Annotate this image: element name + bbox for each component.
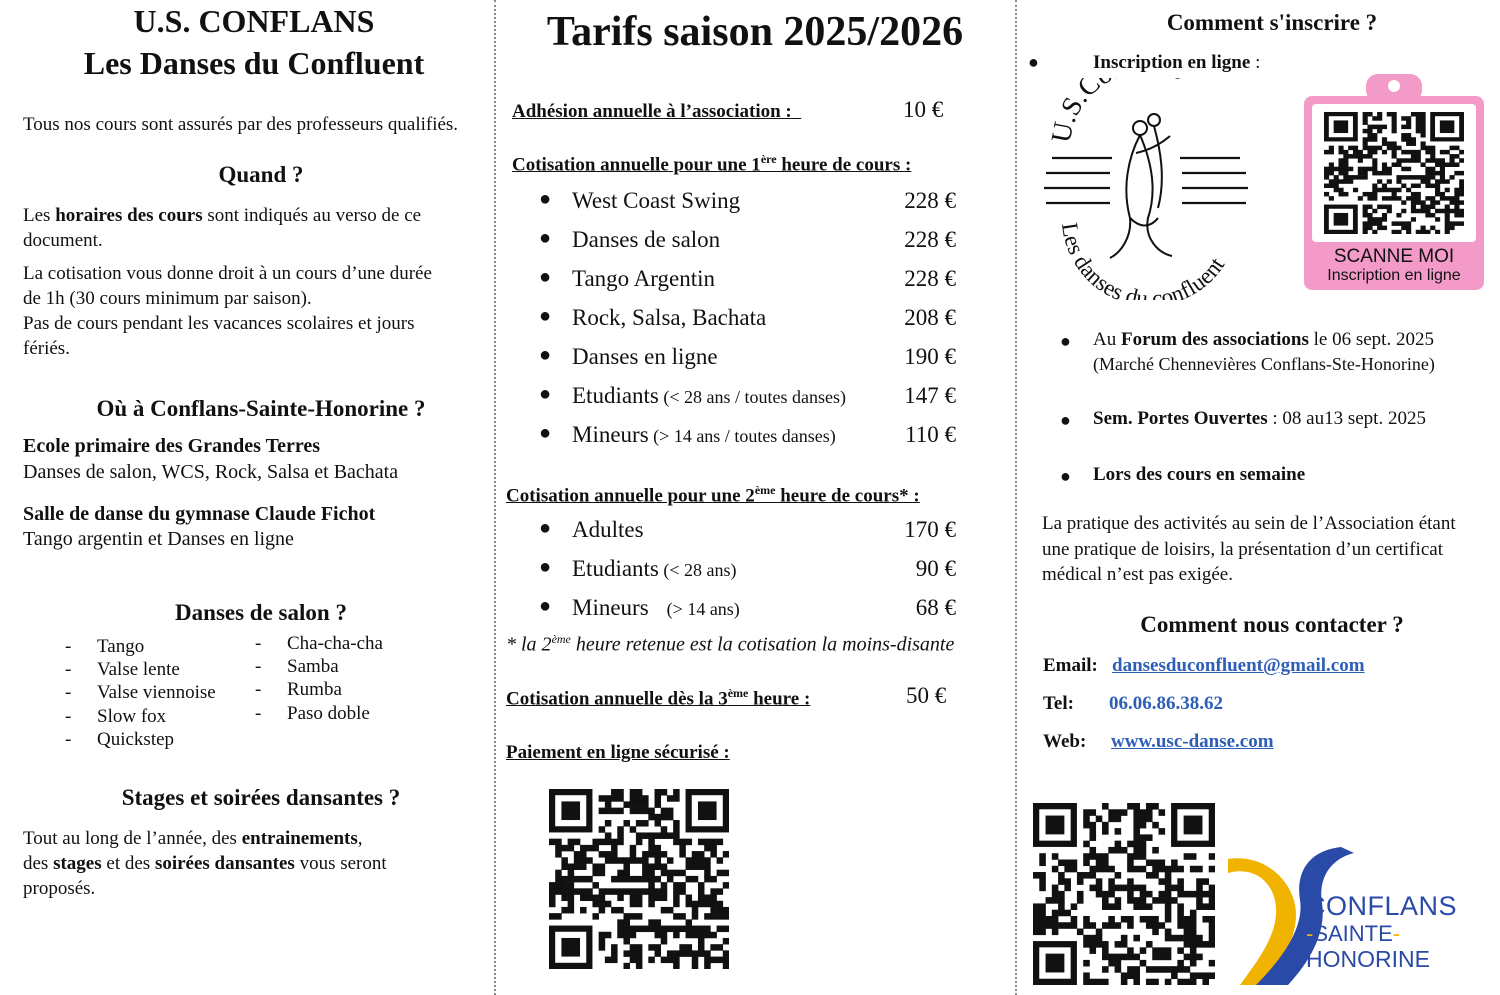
third-hour-heading: Cotisation annuelle dès la 3ème heure :: [506, 686, 811, 710]
svg-text:Les danses du confluent: [1057, 221, 1230, 300]
price-row: [539, 517, 644, 543]
price-row: [539, 305, 767, 331]
list-item: - Slow fox: [97, 705, 216, 728]
price-row-note: (> 14 ans / toutes danses): [648, 426, 836, 446]
bullet-icon: ●: [539, 266, 552, 288]
column-separator-right: [1015, 0, 1017, 995]
first-hour-heading: Cotisation annuelle pour une 1ère heure de cours :: [512, 152, 912, 176]
location-2-name: Salle de danse du gymnase Claude Fichot: [23, 503, 376, 525]
bullet-icon: ●: [539, 227, 552, 249]
payment-qr-code[interactable]: [549, 789, 729, 969]
stages-title: Stages et soirées dansantes ?: [121, 785, 401, 810]
club-title: U.S. CONFLANS: [133, 3, 375, 39]
second-hour-heading: Cotisation annuelle pour une 2ème heure de cours* :: [506, 483, 920, 507]
list-item: - Valse lente: [97, 658, 216, 681]
price-row-price: 110 €: [905, 422, 956, 447]
price-row: [539, 344, 718, 370]
bullet-icon: ●: [539, 556, 552, 578]
bullet-icon: ●: [539, 305, 552, 327]
price-row: [539, 266, 715, 292]
medical-text: La pratique des activités au sein de l’Association étant une pratique de loisirs, la présentation d’un certificat médical n’est pas exigée.: [1042, 513, 1456, 585]
adhesion-price: 10 €: [903, 97, 944, 122]
price-row-note: (< 28 ans): [658, 560, 737, 580]
where-title: Où à Conflans-Sainte-Honorine ?: [96, 396, 426, 421]
salon-list-2: [287, 632, 383, 725]
location-2-desc: Tango argentin et Danses en ligne: [23, 528, 294, 550]
bullet-icon: ●: [539, 188, 552, 210]
contact-title: Comment nous contacter ?: [1140, 612, 1404, 637]
bullet-icon: ●: [539, 422, 552, 444]
price-row-label: West Coast Swing: [572, 188, 741, 213]
weekday-courses-item: ● Lors des cours en semaine: [1060, 464, 1306, 486]
scan-sublabel: Inscription en ligne: [1327, 267, 1461, 284]
tarifs-title: Tarifs saison 2025/2026: [546, 9, 964, 55]
registration-qr-code[interactable]: [1324, 112, 1464, 234]
price-row-price: 208 €: [904, 305, 956, 330]
price-row-label: Adultes: [572, 517, 644, 542]
column-separator-left: [494, 0, 496, 995]
club-logo: [1040, 78, 1252, 300]
email-link[interactable]: dansesduconfluent@gmail.com: [1112, 655, 1365, 676]
price-row-label: Tango Argentin: [572, 266, 715, 291]
price-row-label: Danses en ligne: [572, 344, 718, 369]
stages-paragraph: Tout au long de l’année, des entrainements, des stages et des soirées dansantes vous seront proposés.: [23, 828, 387, 899]
price-row-label: Rock, Salsa, Bachata: [572, 305, 767, 330]
club-subtitle: Les Danses du Confluent: [83, 45, 425, 81]
list-item: - Rumba: [287, 678, 383, 701]
location-1-desc: Danses de salon, WCS, Rock, Salsa et Bachata: [23, 461, 399, 483]
price-row-label: Mineurs: [572, 595, 649, 620]
price-row: [539, 422, 836, 448]
web-label: Web:: [1043, 731, 1087, 752]
bullet-icon: ●: [539, 383, 552, 405]
tel-label: Tel:: [1043, 693, 1074, 714]
price-row-price: 68 €: [915, 595, 956, 620]
location-1-name: Ecole primaire des Grandes Terres: [23, 435, 321, 457]
register-title: Comment s'inscrire ?: [1166, 10, 1378, 35]
scan-label: SCANNE MOI: [1333, 246, 1455, 267]
open-week-item: ● Sem. Portes Ouvertes : 08 au13 sept. 2025: [1060, 408, 1426, 430]
when-paragraph-3: Pas de cours pendant les vacances scolaires et jours fériés.: [23, 313, 415, 359]
online-registration: ● Inscription en ligne :: [1028, 52, 1261, 73]
price-row-price: 190 €: [904, 344, 956, 369]
price-row: [539, 227, 721, 253]
bullet-icon: ●: [539, 517, 552, 539]
when-paragraph-1: Les horaires des cours sont indiqués au verso de ce document.: [23, 205, 422, 251]
adhesion-label: Adhésion annuelle à l’association :: [512, 101, 792, 122]
list-item: - Samba: [287, 655, 383, 678]
price-row-price: 228 €: [904, 188, 956, 213]
website-qr-code[interactable]: [1033, 803, 1215, 985]
when-paragraph-2: La cotisation vous donne droit à un cours d’une durée de 1h (30 cours minimum par saison).: [23, 263, 432, 309]
email-label: Email:: [1043, 655, 1098, 676]
bullet-icon: ●: [539, 595, 552, 617]
city-logo-text-3: HONORINE: [1306, 946, 1430, 972]
price-row-price: 228 €: [904, 266, 956, 291]
city-logo-text-2: -SAINTE-: [1306, 921, 1401, 946]
list-item: - Cha-cha-cha: [287, 632, 383, 655]
price-row-note: (< 28 ans / toutes danses): [658, 387, 847, 407]
city-logo-text-1: CONFLANS: [1306, 891, 1458, 921]
salon-title: Danses de salon ?: [175, 600, 347, 625]
price-row-note: (> 14 ans): [648, 599, 740, 619]
city-logo: [1226, 845, 1486, 990]
price-row-label: Danses de salon: [572, 227, 721, 252]
list-item: - Tango: [97, 635, 216, 658]
list-item: - Quickstep: [97, 728, 216, 751]
logo-bottom-text: Les danses du confluent: [1056, 221, 1230, 300]
svg-text:U.S.Conflans: [1046, 78, 1190, 145]
salon-list-1: [97, 635, 216, 751]
price-row-price: 147 €: [904, 383, 956, 408]
price-row-label: Etudiants: [572, 556, 659, 581]
bullet-icon: ●: [539, 344, 552, 366]
third-hour-price: 50 €: [906, 683, 947, 708]
list-item: - Paso doble: [287, 702, 383, 725]
price-row-label: Etudiants: [572, 383, 659, 408]
web-link[interactable]: www.usc-danse.com: [1111, 731, 1274, 752]
price-row-price: 170 €: [904, 517, 956, 542]
payment-label: Paiement en ligne sécurisé :: [506, 742, 730, 763]
price-row-price: 90 €: [915, 556, 956, 581]
forum-place: (Marché Chennevières Conflans-Ste-Honorine): [1093, 354, 1435, 374]
price-row: [539, 383, 847, 409]
list-item: - Valse viennoise: [97, 681, 216, 704]
forum-item: ● Au Forum des associations le 06 sept. 2025: [1060, 329, 1434, 351]
price-row-label: Mineurs: [572, 422, 649, 447]
price-row-price: 228 €: [904, 227, 956, 252]
price-row: [539, 556, 737, 582]
registration-qr-tag[interactable]: [1304, 74, 1484, 290]
tel-value[interactable]: 06.06.86.38.62: [1109, 693, 1223, 714]
footnote: * la 2ème heure retenue est la cotisation la moins-disante: [506, 632, 955, 656]
when-title: Quand ?: [218, 162, 304, 187]
price-row: [539, 595, 740, 621]
price-row: [539, 188, 741, 214]
logo-top-text: U.S.C: [1045, 78, 1107, 146]
intro-text: Tous nos cours sont assurés par des professeurs qualifiés.: [23, 114, 459, 135]
